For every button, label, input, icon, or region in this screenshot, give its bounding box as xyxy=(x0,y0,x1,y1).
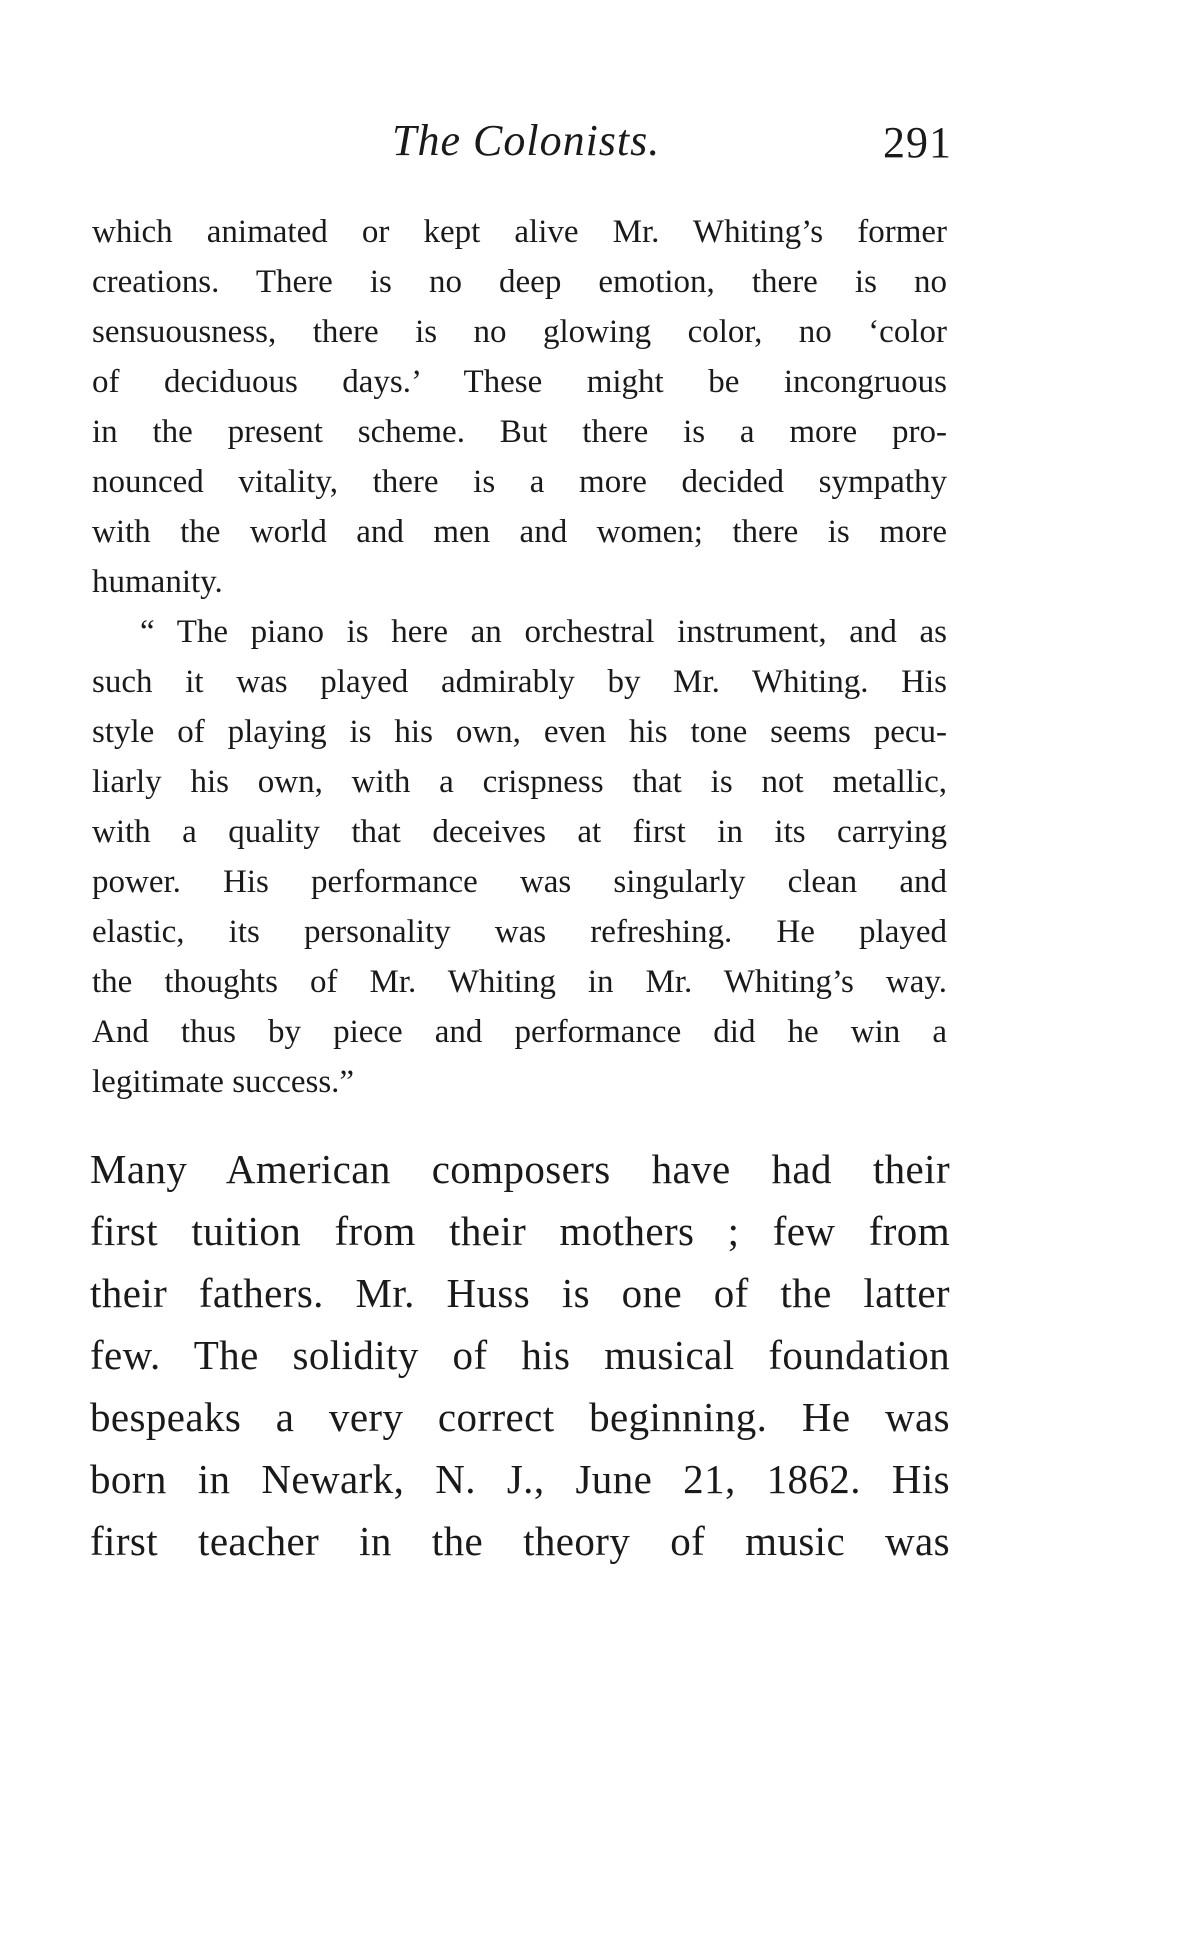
page-number: 291 xyxy=(883,118,952,167)
running-head xyxy=(92,115,952,175)
text-line: liarly his own, with a crispness that is not metallic, xyxy=(92,764,947,800)
quote-paragraph-2 xyxy=(92,607,947,1107)
text-line: legitimate success.” xyxy=(92,1064,355,1100)
text-line: in the present scheme. But there is a more pro- xyxy=(92,414,947,450)
text-line: which animated or kept alive Mr. Whiting’s former xyxy=(92,214,947,250)
text-line: “ The piano is here an orchestral instrument, and as xyxy=(140,614,947,650)
text-line: such it was played admirably by Mr. Whiting. His xyxy=(92,664,947,700)
text-line: first tuition from their mothers ; few from xyxy=(90,1208,950,1254)
text-line: the thoughts of Mr. Whiting in Mr. Whiting’s way. xyxy=(92,964,947,1000)
text-line: power. His performance was singularly clean and xyxy=(92,864,947,900)
running-title: The Colonists. xyxy=(392,116,661,165)
quote-paragraph-1 xyxy=(92,207,947,607)
text-line: sensuousness, there is no glowing color, no ‘color xyxy=(92,314,947,350)
text-line: born in Newark, N. J., June 21, 1862. His xyxy=(90,1456,950,1502)
text-line: style of playing is his own, even his tone seems pecu- xyxy=(92,714,947,750)
quoted-review xyxy=(92,207,947,1107)
text-line: with a quality that deceives at first in its carrying xyxy=(92,814,947,850)
text-line: of deciduous days.’ These might be incongruous xyxy=(92,364,947,400)
text-line: first teacher in the theory of music was xyxy=(90,1518,950,1564)
text-line: few. The solidity of his musical foundation xyxy=(90,1332,950,1378)
text-line: creations. There is no deep emotion, there is no xyxy=(92,264,947,300)
text-line: their fathers. Mr. Huss is one of the latter xyxy=(90,1270,950,1316)
text-line: Many American composers have had their xyxy=(90,1146,950,1192)
text-line: humanity. xyxy=(92,564,223,600)
text-line: with the world and men and women; there is more xyxy=(92,514,947,550)
body-paragraph xyxy=(90,1138,950,1572)
text-line: And thus by piece and performance did he win a xyxy=(92,1014,947,1050)
text-line: elastic, its personality was refreshing. He played xyxy=(92,914,947,950)
text-line: bespeaks a very correct beginning. He was xyxy=(90,1394,950,1440)
text-line: nounced vitality, there is a more decided sympathy xyxy=(92,464,947,500)
